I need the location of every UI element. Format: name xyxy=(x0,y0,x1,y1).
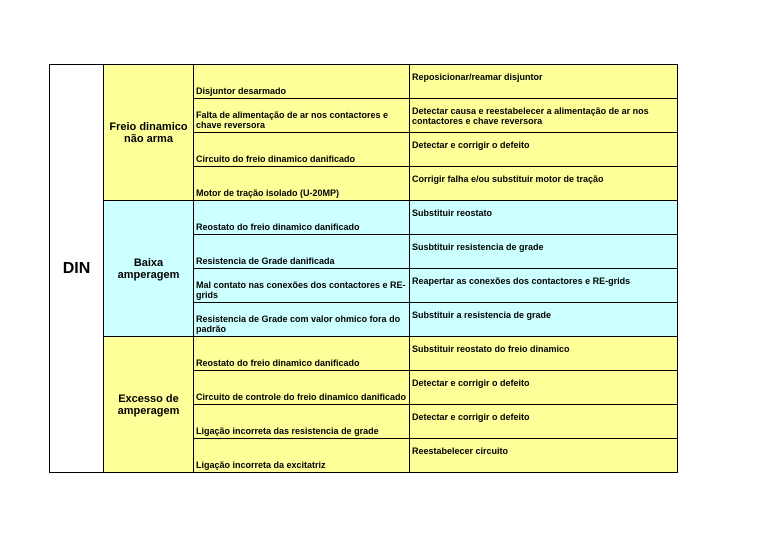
cause-cell: Ligação incorreta das resistencia de grade xyxy=(194,405,410,439)
cause-cell: Resistencia de Grade danificada xyxy=(194,235,410,269)
action-cell: Detectar e corrigir o defeito xyxy=(410,133,678,167)
system-code: DIN xyxy=(50,65,104,473)
action-cell: Reapertar as conexões dos contactores e RE-grids xyxy=(410,269,678,303)
action-cell: Substituir a resistencia de grade xyxy=(410,303,678,337)
cause-cell: Resistencia de Grade com valor ohmico fora do padrão xyxy=(194,303,410,337)
action-cell: Reestabelecer circuito xyxy=(410,439,678,473)
action-cell: Substituir reostato xyxy=(410,201,678,235)
cause-cell: Falta de alimentação de ar nos contactores e chave reversora xyxy=(194,99,410,133)
action-cell: Reposicionar/reamar disjuntor xyxy=(410,65,678,99)
cause-cell: Circuito de controle do freio dinamico danificado xyxy=(194,371,410,405)
group-label-excesso-amperagem: Excesso de amperagem xyxy=(104,337,194,473)
cause-cell: Disjuntor desarmado xyxy=(194,65,410,99)
cause-cell: Ligação incorreta da excitatriz xyxy=(194,439,410,473)
cause-cell: Mal contato nas conexões dos contactores e RE-grids xyxy=(194,269,410,303)
action-cell: Detectar e corrigir o defeito xyxy=(410,405,678,439)
action-cell: Corrigir falha e/ou substituir motor de tração xyxy=(410,167,678,201)
cause-cell: Circuito do freio dinamico danificado xyxy=(194,133,410,167)
table-row xyxy=(50,201,678,235)
group-label-baixa-amperagem: Baixa amperagem xyxy=(104,201,194,337)
cause-cell: Reostato do freio dinamico danificado xyxy=(194,337,410,371)
group-label-freio-nao-arma: Freio dinamico não arma xyxy=(104,65,194,201)
diagnostic-table xyxy=(49,64,678,473)
action-cell: Substituir reostato do freio dinamico xyxy=(410,337,678,371)
cause-cell: Motor de tração isolado (U-20MP) xyxy=(194,167,410,201)
action-cell: Detectar e corrigir o defeito xyxy=(410,371,678,405)
action-cell: Detectar causa e reestabelecer a alimentação de ar nos contactores e chave reversora xyxy=(410,99,678,133)
action-cell: Susbtituir resistencia de grade xyxy=(410,235,678,269)
table-row xyxy=(50,337,678,371)
table-row xyxy=(50,65,678,99)
cause-cell: Reostato do freio dinamico danificado xyxy=(194,201,410,235)
